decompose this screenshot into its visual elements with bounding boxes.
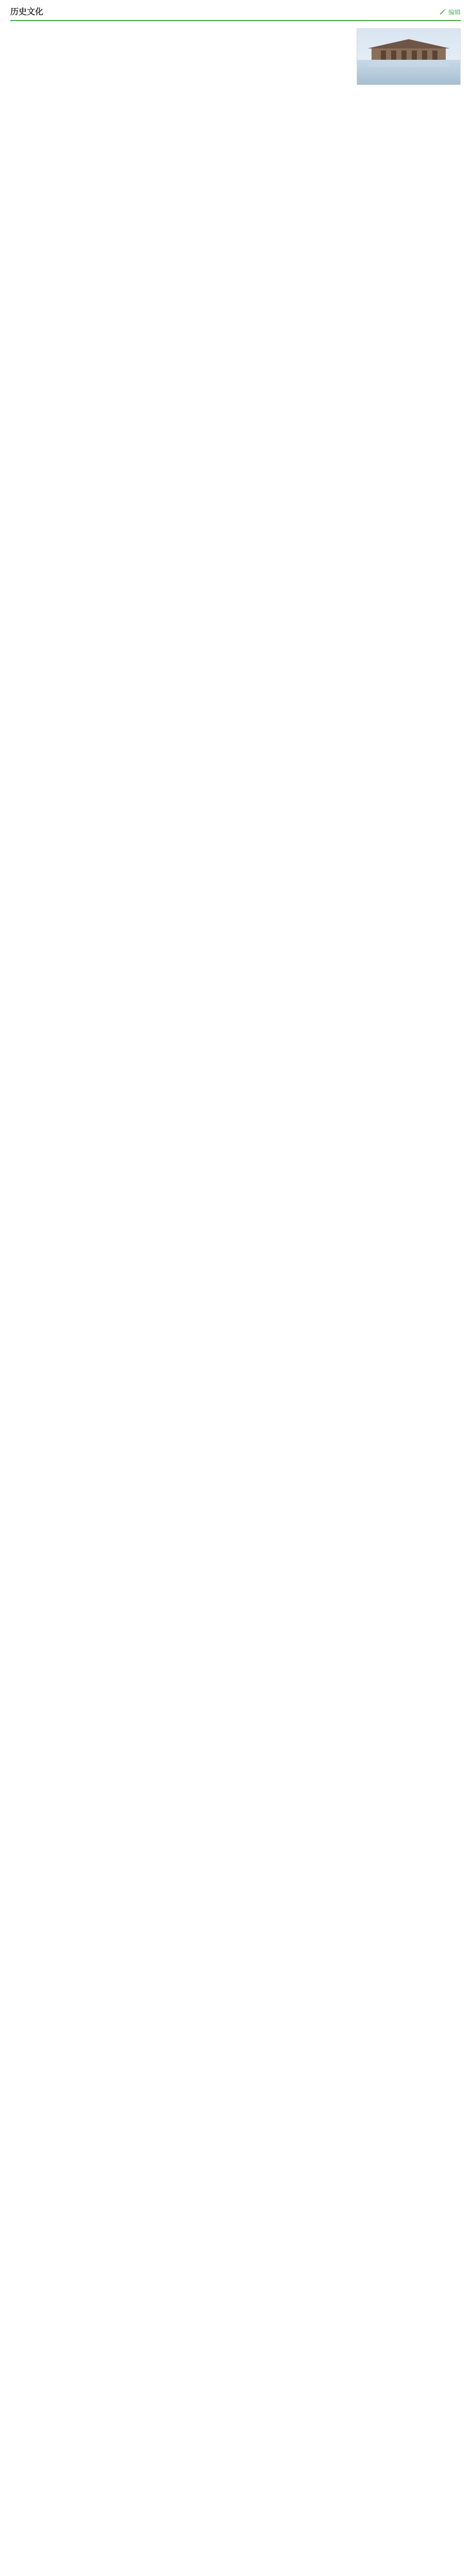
- edit-link[interactable]: [439, 8, 461, 16]
- section-title: 历史文化: [10, 7, 44, 16]
- edit-label[interactable]: 编辑: [448, 8, 461, 16]
- article-image: [357, 28, 461, 85]
- edit-icon[interactable]: [439, 8, 446, 15]
- section-header: [10, 6, 461, 21]
